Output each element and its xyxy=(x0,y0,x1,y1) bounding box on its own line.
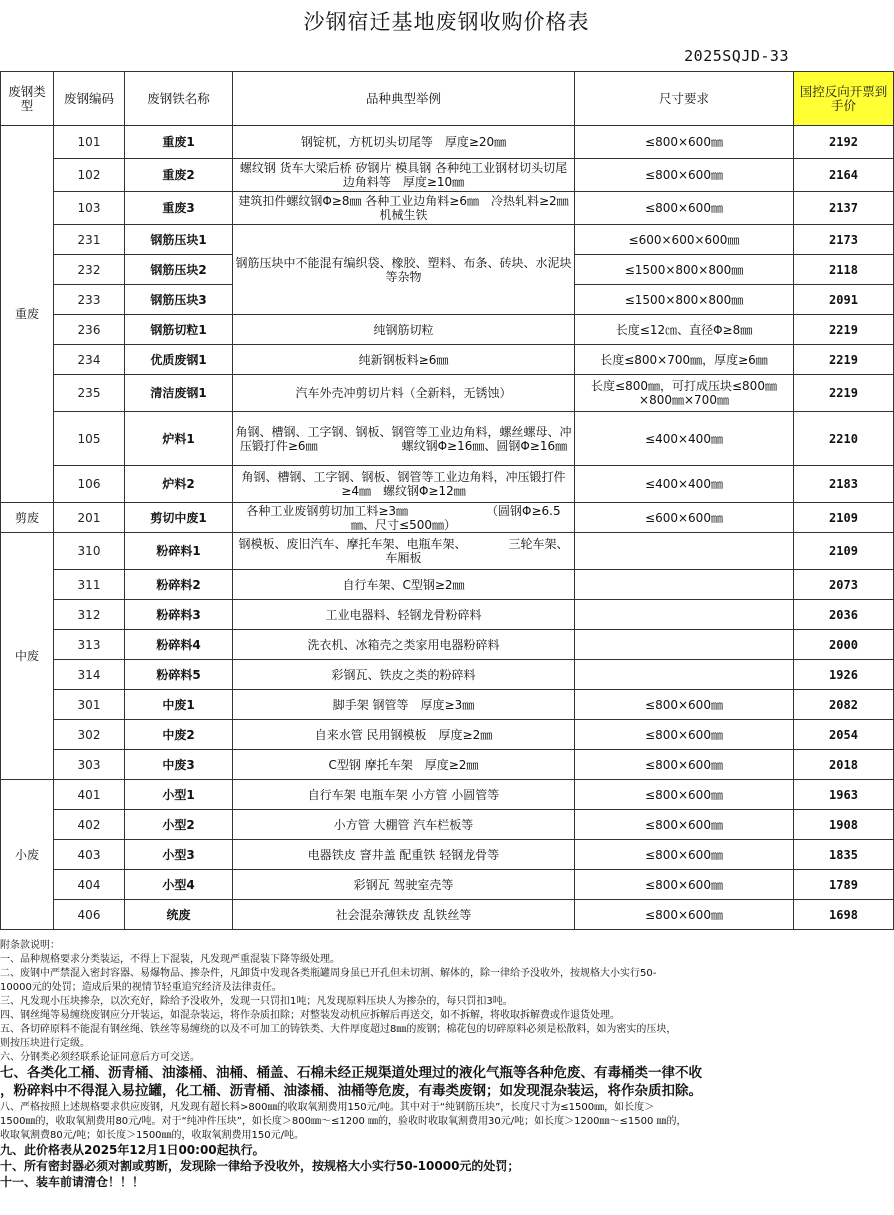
category-shear: 剪废 xyxy=(1,503,54,533)
price-cell: 2118 xyxy=(794,255,894,285)
code-cell: 406 xyxy=(54,900,125,930)
table-row xyxy=(1,900,894,930)
note-line: 十、所有密封器必须对割或剪断，发现除一律给予没收外，按规格大小实行50-10000元的处罚； xyxy=(0,1159,520,1173)
note-line: 七、各类化工桶、沥青桶、油漆桶、油桶、桶盖、石棉未经正规渠道处理过的液化气瓶等各种危废、有毒桶类一律不收 xyxy=(0,1065,702,1081)
code-cell: 303 xyxy=(54,750,125,780)
note-line: 六、分钢类必须经联系论证同意后方可交送。 xyxy=(0,1052,200,1063)
size-cell: ≤400×400㎜ xyxy=(575,466,794,503)
price-cell: 1698 xyxy=(794,900,894,930)
example-cell: 工业电器料、轻钢龙骨粉碎料 xyxy=(233,600,575,630)
name-cell: 优质废钢1 xyxy=(125,345,233,375)
code-cell: 105 xyxy=(54,412,125,466)
example-cell: 自行车架 电瓶车架 小方管 小圆管等 xyxy=(233,780,575,810)
code-cell: 234 xyxy=(54,345,125,375)
price-cell: 2219 xyxy=(794,315,894,345)
price-cell: 2164 xyxy=(794,159,894,192)
header-size: 尺寸要求 xyxy=(575,72,794,126)
table-row xyxy=(1,810,894,840)
note-line: ，粉碎料中不得混入易拉罐，化工桶、沥青桶、油漆桶、油桶等危废，有毒类废钢；如发现混杂装运，将作杂质扣除。 xyxy=(0,1083,702,1099)
size-cell: ≤800×600㎜ xyxy=(575,840,794,870)
size-cell: ≤800×600㎜ xyxy=(575,690,794,720)
code-cell: 101 xyxy=(54,126,125,159)
price-cell: 2137 xyxy=(794,192,894,225)
name-cell: 重废2 xyxy=(125,159,233,192)
price-cell: 1908 xyxy=(794,810,894,840)
category-small: 小废 xyxy=(1,780,54,930)
size-cell: ≤1500×800×800㎜ xyxy=(575,285,794,315)
price-cell: 2036 xyxy=(794,600,894,630)
code-cell: 236 xyxy=(54,315,125,345)
name-cell: 炉料1 xyxy=(125,412,233,466)
table-row xyxy=(1,533,894,570)
example-cell: 小方管 大棚管 汽车栏板等 xyxy=(233,810,575,840)
example-cell: 螺纹钢 货车大梁后桥 矽钢片 模具钢 各种纯工业钢材切头切尾边角料等 厚度≥10㎜ xyxy=(233,159,575,192)
size-cell xyxy=(575,533,794,570)
note-line: 则按压块进行定级。 xyxy=(0,1038,90,1049)
table-row xyxy=(1,690,894,720)
table-row xyxy=(1,225,894,255)
example-cell: 建筑扣件螺纹钢Φ≥8㎜ 各种工业边角料≥6㎜ 冷热轧料≥2㎜ 机械生铁 xyxy=(233,192,575,225)
example-cell: 自行车架、C型钢≥2㎜ xyxy=(233,570,575,600)
size-cell: ≤800×600㎜ xyxy=(575,870,794,900)
table-row xyxy=(1,503,894,533)
code-cell: 106 xyxy=(54,466,125,503)
size-cell: 长度≤800×700㎜，厚度≥6㎜ xyxy=(575,345,794,375)
note-line: 附条款说明： xyxy=(0,940,60,951)
table-row xyxy=(1,375,894,412)
note-line: 十一、装车前请清仓！！！ xyxy=(0,1175,145,1189)
example-cell: 纯钢筋切粒 xyxy=(233,315,575,345)
table-row xyxy=(1,192,894,225)
size-cell xyxy=(575,570,794,600)
code-cell: 233 xyxy=(54,285,125,315)
name-cell: 粉碎料4 xyxy=(125,630,233,660)
price-cell: 2183 xyxy=(794,466,894,503)
name-cell: 中废2 xyxy=(125,720,233,750)
example-cell: 汽车外壳冲剪切片料（全新料，无锈蚀） xyxy=(233,375,575,412)
table-row xyxy=(1,660,894,690)
example-cell: 钢锭杌，方杌切头切尾等 厚度≥20㎜ xyxy=(233,126,575,159)
name-cell: 中废3 xyxy=(125,750,233,780)
size-cell xyxy=(575,630,794,660)
category-heavy: 重废 xyxy=(1,126,54,503)
code-cell: 312 xyxy=(54,600,125,630)
size-cell: ≤800×600㎜ xyxy=(575,810,794,840)
price-cell: 2219 xyxy=(794,375,894,412)
price-cell: 1789 xyxy=(794,870,894,900)
price-cell: 2018 xyxy=(794,750,894,780)
name-cell: 重废1 xyxy=(125,126,233,159)
table-row xyxy=(1,466,894,503)
example-cell: 洗衣机、冰箱壳之类家用电器粉碎料 xyxy=(233,630,575,660)
table-row xyxy=(1,159,894,192)
note-line: 10000元的处罚；造成后果的视情节轻重追究经济及法律责任。 xyxy=(0,982,282,993)
example-cell: 自来水管 民用钢模板 厚度≥2㎜ xyxy=(233,720,575,750)
code-cell: 404 xyxy=(54,870,125,900)
page-title: 沙钢宿迁基地废钢收购价格表 xyxy=(303,10,590,34)
note-line: 五、各切碎原料不能混有钢丝绳、铁丝等易缠绕的以及不可加工的铸铁类、大件厚度超过8㎜的废钢；棉花包的切碎原料必须是松散料，如为密实的压块， xyxy=(0,1024,677,1035)
example-cell: 纯新钢板料≥6㎜ xyxy=(233,345,575,375)
code-cell: 301 xyxy=(54,690,125,720)
code-cell: 310 xyxy=(54,533,125,570)
code-cell: 302 xyxy=(54,720,125,750)
name-cell: 剪切中废1 xyxy=(125,503,233,533)
price-cell: 2073 xyxy=(794,570,894,600)
code-cell: 201 xyxy=(54,503,125,533)
code-cell: 231 xyxy=(54,225,125,255)
code-cell: 235 xyxy=(54,375,125,412)
size-cell: ≤800×600㎜ xyxy=(575,900,794,930)
table-row xyxy=(1,315,894,345)
name-cell: 钢筋压块2 xyxy=(125,255,233,285)
table-row xyxy=(1,840,894,870)
header-code: 废钢编码 xyxy=(54,72,125,126)
document-code: 2025SQJD-33 xyxy=(684,47,789,65)
price-cell: 2091 xyxy=(794,285,894,315)
example-cell: 角钢、槽钢、工字钢、钢板、钢管等工业边角料，螺丝螺母、冲压锻打件≥6㎜ 螺纹钢Φ≥16㎜、圆钢Φ≥16㎜ xyxy=(233,412,575,466)
example-cell: 各种工业废钢剪切加工料≥3㎜ （圆钢Φ≥6.5㎜、尺寸≤500㎜） xyxy=(233,503,575,533)
example-cell: 角钢、槽钢、工字钢、钢板、钢管等工业边角料，冲压锻打件 ≥4㎜ 螺纹钢Φ≥12㎜ xyxy=(233,466,575,503)
price-cell: 2109 xyxy=(794,533,894,570)
name-cell: 小型3 xyxy=(125,840,233,870)
price-cell: 2054 xyxy=(794,720,894,750)
name-cell: 粉碎料2 xyxy=(125,570,233,600)
note-line: 二、废钢中严禁混入密封容器、易爆物品、掺杂件，凡卸货中发现各类瓶罐周身虽已开孔但未切割、解体的，除一律给予没收外，按规格大小实行50- xyxy=(0,968,657,979)
header-price: 国控反向开票到手价 xyxy=(794,72,894,126)
price-cell: 2192 xyxy=(794,126,894,159)
name-cell: 炉料2 xyxy=(125,466,233,503)
table-row xyxy=(1,345,894,375)
name-cell: 统废 xyxy=(125,900,233,930)
price-cell: 2210 xyxy=(794,412,894,466)
code-cell: 103 xyxy=(54,192,125,225)
name-cell: 清洁废钢1 xyxy=(125,375,233,412)
example-cell: C型钢 摩托车架 厚度≥2㎜ xyxy=(233,750,575,780)
size-cell: ≤600×600㎜ xyxy=(575,503,794,533)
note-line: 一、品种规格要求分类装运，不得上下混装，凡发现严重混装下降等级处理。 xyxy=(0,954,340,965)
example-cell: 钢模板、废旧汽车、摩托车架、电瓶车架、 三轮车架、车厢板 xyxy=(233,533,575,570)
size-cell: ≤800×600㎜ xyxy=(575,780,794,810)
example-cell: 社会混杂薄铁皮 乱铁丝等 xyxy=(233,900,575,930)
size-cell: 长度≤800㎜，可打成压块≤800㎜×800㎜×700㎜ xyxy=(575,375,794,412)
size-cell xyxy=(575,600,794,630)
size-cell: ≤800×600㎜ xyxy=(575,750,794,780)
size-cell: ≤400×400㎜ xyxy=(575,412,794,466)
table-row xyxy=(1,870,894,900)
terms-notes xyxy=(0,939,893,1191)
code-cell: 232 xyxy=(54,255,125,285)
name-cell: 钢筋压块3 xyxy=(125,285,233,315)
example-cell: 脚手架 钢管等 厚度≥3㎜ xyxy=(233,690,575,720)
price-cell: 2173 xyxy=(794,225,894,255)
size-cell xyxy=(575,660,794,690)
table-row xyxy=(1,600,894,630)
price-cell: 1963 xyxy=(794,780,894,810)
name-cell: 粉碎料5 xyxy=(125,660,233,690)
size-cell: ≤800×600㎜ xyxy=(575,192,794,225)
name-cell: 粉碎料1 xyxy=(125,533,233,570)
size-cell: ≤800×600㎜ xyxy=(575,126,794,159)
note-line: 三、凡发现小压块掺杂，以次充好，除给予没收外，发现一只罚扣1吨；凡发现原料压块人为掺杂的，每只罚扣3吨。 xyxy=(0,996,513,1007)
note-line: 九、此价格表从2025年12月1日00:00起执行。 xyxy=(0,1143,265,1157)
example-cell: 钢筋压块中不能混有编织袋、橡胶、塑料、布条、砖块、水泥块等杂物 xyxy=(233,225,575,315)
note-line: 四、钢丝绳等易缠绕废钢应分开装运，如混杂装运，将作杂质扣除；对整装发动机应拆解后再送交，如不拆解，将收取拆解费或作退货处理。 xyxy=(0,1010,620,1021)
price-cell: 1926 xyxy=(794,660,894,690)
price-cell: 2082 xyxy=(794,690,894,720)
code-cell: 311 xyxy=(54,570,125,600)
name-cell: 小型2 xyxy=(125,810,233,840)
example-cell: 电器铁皮 窨井盖 配重铁 轻钢龙骨等 xyxy=(233,840,575,870)
price-cell: 2109 xyxy=(794,503,894,533)
size-cell: ≤800×600㎜ xyxy=(575,159,794,192)
table-row xyxy=(1,412,894,466)
price-cell: 2000 xyxy=(794,630,894,660)
name-cell: 重废3 xyxy=(125,192,233,225)
table-row xyxy=(1,750,894,780)
code-cell: 102 xyxy=(54,159,125,192)
size-cell: ≤800×600㎜ xyxy=(575,720,794,750)
table-row xyxy=(1,780,894,810)
header-examples: 品种典型举例 xyxy=(233,72,575,126)
category-medium: 中废 xyxy=(1,533,54,780)
name-cell: 小型4 xyxy=(125,870,233,900)
table-row xyxy=(1,126,894,159)
note-line: 八、严格按照上述规格要求供应废钢，凡发现有超长料>800㎜的收取氧割费用150元/吨。其中对于“纯钢筋压块”，长度尺寸为≤1500㎜，如长度＞ xyxy=(0,1102,655,1113)
size-cell: 长度≤12㎝、直径Φ≥8㎜ xyxy=(575,315,794,345)
name-cell: 钢筋压块1 xyxy=(125,225,233,255)
note-line: 1500㎜的，收取氧割费用80元/吨。对于“纯冲件压块”，如长度＞800㎜～≤1200 ㎜的，验收时收取氧割费用30元/吨；如长度＞1200㎜～≤1500 ㎜的， xyxy=(0,1116,687,1127)
price-table xyxy=(0,71,894,930)
name-cell: 中废1 xyxy=(125,690,233,720)
table-row xyxy=(1,570,894,600)
code-cell: 402 xyxy=(54,810,125,840)
price-cell: 1835 xyxy=(794,840,894,870)
code-cell: 313 xyxy=(54,630,125,660)
name-cell: 小型1 xyxy=(125,780,233,810)
size-cell: ≤1500×800×800㎜ xyxy=(575,255,794,285)
note-line: 收取氧割费80元/吨；如长度＞1500㎜的，收取氧割费用150元/吨。 xyxy=(0,1130,304,1141)
table-row xyxy=(1,630,894,660)
header-category: 废钢类型 xyxy=(1,72,54,126)
example-cell: 彩钢瓦、铁皮之类的粉碎料 xyxy=(233,660,575,690)
example-cell: 彩钢瓦 驾驶室壳等 xyxy=(233,870,575,900)
price-cell: 2219 xyxy=(794,345,894,375)
code-cell: 314 xyxy=(54,660,125,690)
table-row xyxy=(1,720,894,750)
code-cell: 403 xyxy=(54,840,125,870)
name-cell: 钢筋切粒1 xyxy=(125,315,233,345)
code-cell: 401 xyxy=(54,780,125,810)
header-name: 废钢铁名称 xyxy=(125,72,233,126)
size-cell: ≤600×600×600㎜ xyxy=(575,225,794,255)
name-cell: 粉碎料3 xyxy=(125,600,233,630)
